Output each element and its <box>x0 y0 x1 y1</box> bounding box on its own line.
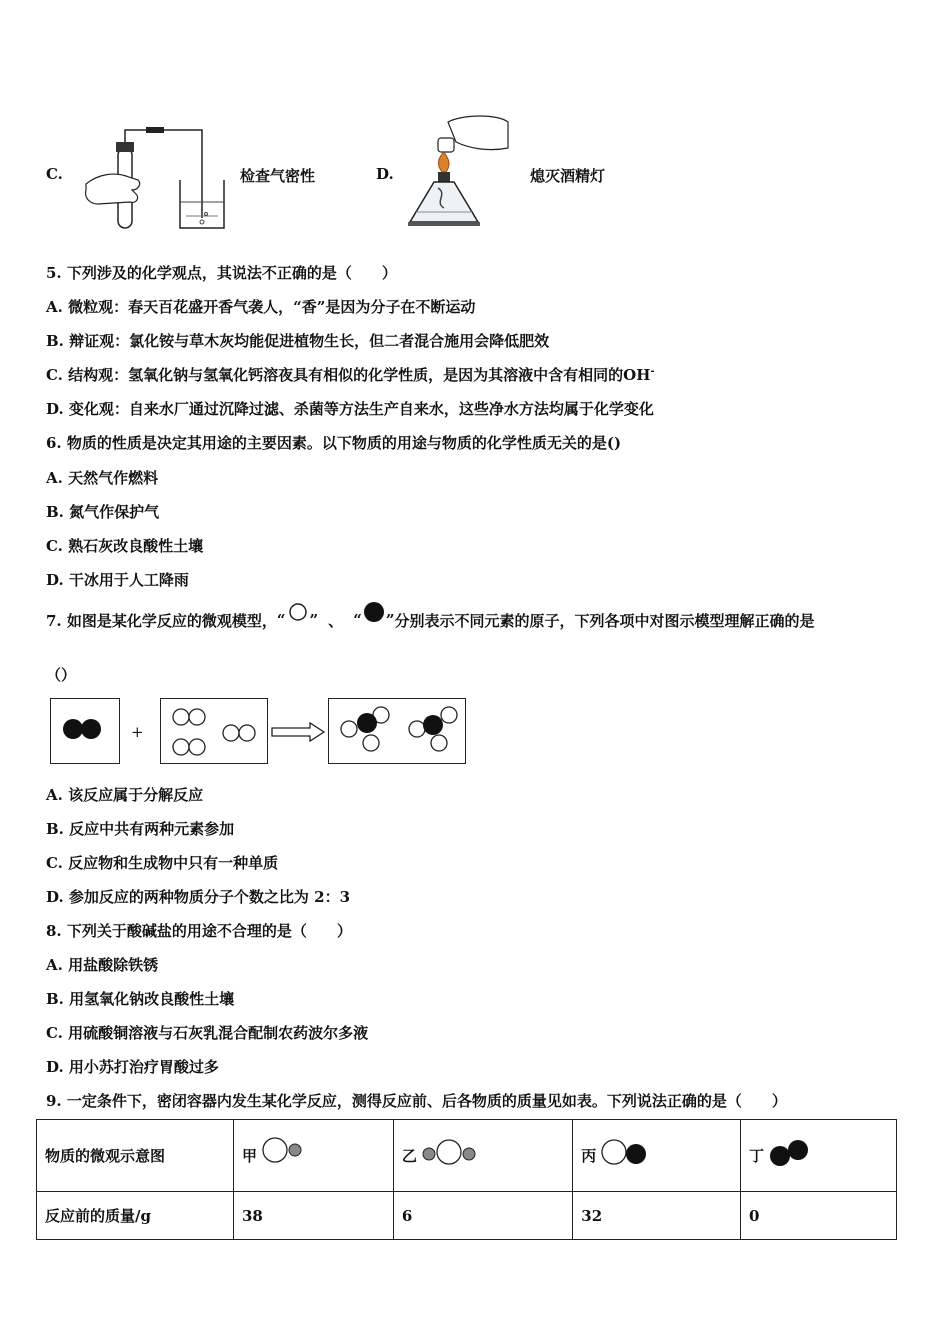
q5-option-b: B. 辩证观：氯化铵与草木灰均能促进植物生长，但二者混合施用会降低肥效 <box>46 332 550 350</box>
mass-cell: 32 <box>573 1192 741 1240</box>
table-row <box>37 1192 897 1240</box>
reactant-1-box <box>50 698 120 764</box>
q9-stem: 9. 一定条件下，密闭容器内发生某化学反应，测得反应前、后各物质的质量见如表。下列说法正确的是（ ） <box>46 1092 787 1110</box>
white-molecules-icon <box>161 699 266 762</box>
product-box <box>328 698 466 764</box>
mass-cell: 0 <box>740 1192 896 1240</box>
airtightness-check-figure <box>78 124 228 234</box>
mass-cell: 6 <box>393 1192 572 1240</box>
q7-option-b: B. 反应中共有两种元素参加 <box>46 820 235 838</box>
mass-cell: 38 <box>234 1192 394 1240</box>
q9-substance-jia <box>234 1120 394 1192</box>
q5-option-a: A. 微粒观：春天百花盛开香气袭人，“香”是因为分子在不断运动 <box>46 298 476 316</box>
reaction-arrow-icon <box>270 720 328 744</box>
q5-stem: 5. 下列涉及的化学观点，其说法不正确的是（ ） <box>46 264 397 282</box>
q7-quote-open-1: “ <box>276 611 286 629</box>
option-d-caption: 熄灭酒精灯 <box>530 167 606 185</box>
molecule-jia-icon <box>261 1136 307 1176</box>
product-molecules-icon <box>329 699 464 762</box>
q7-stem-part2: 分别表示不同元素的原子，下列各项中对图示模型理解正确的是 <box>394 611 815 630</box>
q8-option-d: D. 用小苏打治疗胃酸过多 <box>46 1058 219 1076</box>
plus-sign: + <box>131 723 144 741</box>
black-atom-icon <box>362 600 386 640</box>
q7-stem-part1: 7. 如图是某化学反应的微观模型， <box>46 611 277 630</box>
q7-option-c: C. 反应物和生成物中只有一种单质 <box>46 854 279 872</box>
option-c-caption: 检查气密性 <box>240 167 316 185</box>
substance-label: 丙 <box>581 1147 597 1165</box>
substance-label: 甲 <box>242 1147 258 1165</box>
molecule-ding-icon <box>768 1136 812 1176</box>
q7-stem-line2: （） <box>46 666 77 684</box>
q5-option-d: D. 变化观：自来水厂通过沉降过滤、杀菌等方法生产自来水，这些净水方法均属于化学变化 <box>46 400 654 418</box>
q5-option-c-text: C. 结构观：氢氧化钠与氢氧化钙溶夜具有相似的化学性质，是因为其溶液中含有相同的 <box>46 366 624 384</box>
q7-stem <box>46 600 814 640</box>
q8-option-b: B. 用氢氧化钠改良酸性土壤 <box>46 990 235 1008</box>
q6-option-a: A. 天然气作燃料 <box>46 469 159 487</box>
option-c-letter: C. <box>46 165 63 183</box>
q8-stem: 8. 下列关于酸碱盐的用途不合理的是（ ） <box>46 922 352 940</box>
molecule-yi-icon <box>421 1136 477 1176</box>
q6-stem: 6. 物质的性质是决定其用途的主要因素。以下物质的用途与物质的化学性质无关的是() <box>46 434 622 452</box>
q9-mass-table <box>36 1119 897 1240</box>
black-molecule-icon <box>51 699 118 762</box>
q5-option-c <box>46 364 655 385</box>
q9-substance-ding <box>740 1120 896 1192</box>
q7-separator: 、 <box>328 611 344 630</box>
q6-option-c: C. 熟石灰改良酸性土壤 <box>46 537 204 555</box>
q9-row2-header: 反应前的质量/g <box>37 1192 234 1240</box>
q9-substance-yi <box>393 1120 572 1192</box>
q7-quote-close-2: ” <box>385 611 395 629</box>
molecule-bing-icon <box>600 1136 650 1176</box>
q8-option-a: A. 用盐酸除铁锈 <box>46 956 159 974</box>
option-d-letter: D. <box>376 165 394 183</box>
q9-row1-header: 物质的微观示意图 <box>37 1120 234 1192</box>
q6-option-b: B. 氮气作保护气 <box>46 503 160 521</box>
substance-label: 乙 <box>401 1147 417 1165</box>
q6-option-d: D. 干冰用于人工降雨 <box>46 571 189 589</box>
white-atom-icon <box>286 600 310 640</box>
q5-option-c-ion: OH <box>623 366 651 384</box>
q7-quote-open-2: “ <box>353 611 362 629</box>
q7-quote-close-1: ” <box>309 611 319 629</box>
reactant-2-box <box>160 698 268 764</box>
table-row <box>37 1120 897 1192</box>
q5-option-c-charge: - <box>650 366 655 377</box>
q7-option-a: A. 该反应属于分解反应 <box>46 786 204 804</box>
alcohol-lamp-figure <box>408 112 518 236</box>
q7-option-d: D. 参加反应的两种物质分子个数之比为 2：3 <box>46 888 351 906</box>
q8-option-c: C. 用硫酸铜溶液与石灰乳混合配制农药波尔多液 <box>46 1024 369 1042</box>
substance-label: 丁 <box>748 1147 764 1165</box>
q9-substance-bing <box>573 1120 741 1192</box>
